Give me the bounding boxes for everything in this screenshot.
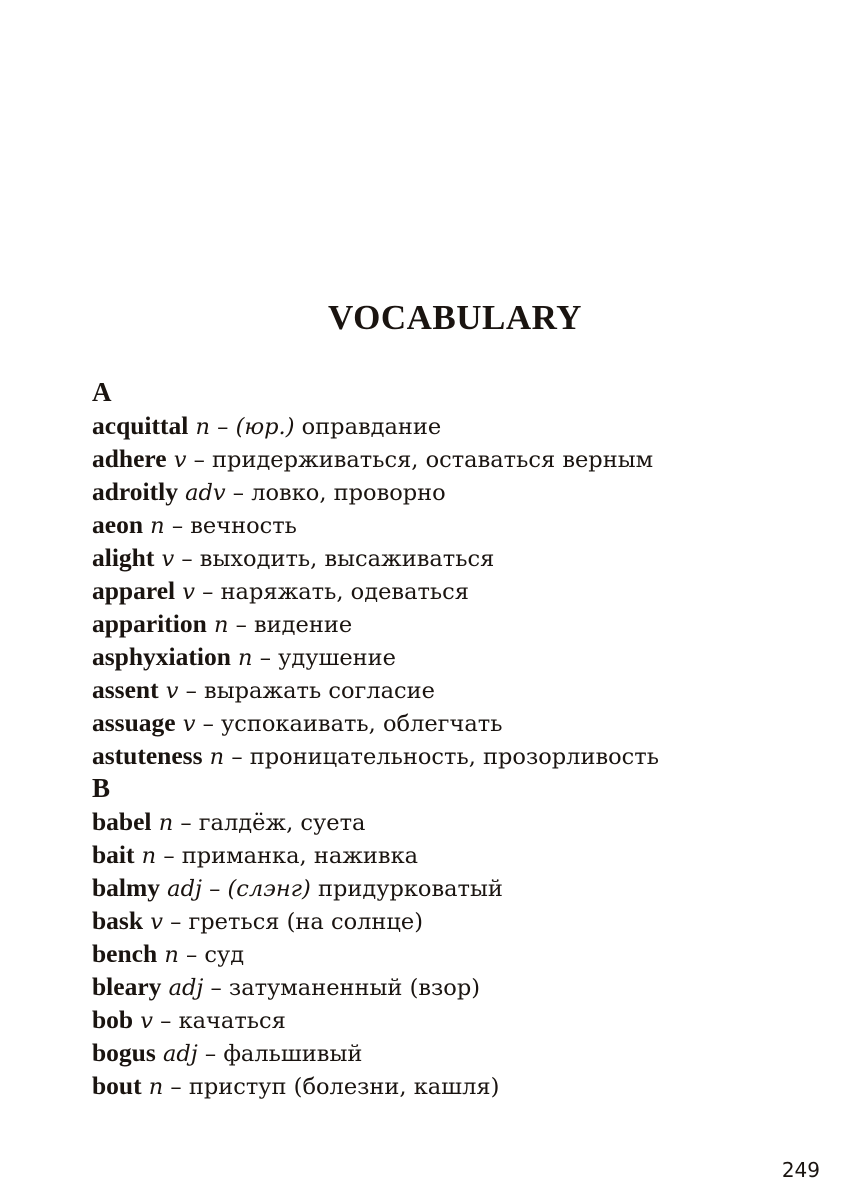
entry-dash: – (235, 612, 247, 638)
entry-translation: суд (204, 942, 245, 968)
vocabulary-entry (92, 574, 812, 607)
vocabulary-entry (92, 970, 812, 1003)
entry-part-of-speech: n (213, 612, 229, 638)
vocabulary-entry (92, 442, 812, 475)
vocabulary-entry (92, 475, 812, 508)
entry-dash: – (202, 579, 214, 605)
entry-word: apparel (92, 576, 176, 605)
page-title: VOCABULARY (328, 298, 582, 337)
entry-word: babel (92, 807, 152, 836)
entry-word: astuteness (92, 741, 203, 770)
entry-word: assuage (92, 708, 176, 737)
entry-usage-note: (слэнг) (227, 876, 311, 902)
entry-translation: выражать согласие (204, 678, 435, 704)
entry-translation: выходить, высаживаться (199, 546, 495, 572)
page-number: 249 (781, 1158, 820, 1182)
entry-dash: – (231, 744, 243, 770)
section-letter: B (92, 773, 111, 803)
entry-word: aeon (92, 510, 143, 539)
entry-word: adroitly (92, 477, 178, 506)
entry-part-of-speech: n (195, 414, 210, 440)
vocabulary-entry (92, 1036, 812, 1069)
entry-word: adhere (92, 444, 167, 473)
entry-word: alight (92, 543, 155, 572)
entry-word: bench (92, 939, 158, 968)
entry-dash: – (217, 414, 229, 440)
entry-translation: успокаивать, облегчать (221, 711, 503, 737)
entry-dash: – (202, 711, 214, 737)
entry-part-of-speech: v (161, 546, 175, 572)
entry-dash: – (232, 480, 245, 506)
entry-translation: придурковатый (317, 876, 503, 902)
vocabulary-entry (92, 739, 812, 772)
entry-dash: – (210, 975, 222, 1001)
vocabulary-entry (92, 508, 812, 541)
entry-translation: видение (254, 612, 353, 638)
entry-dash: – (180, 810, 192, 836)
entry-dash: – (163, 843, 175, 869)
entry-dash: – (209, 876, 221, 902)
entry-part-of-speech: n (164, 942, 179, 968)
entry-part-of-speech: n (158, 810, 174, 836)
entry-word: bob (92, 1005, 134, 1034)
entry-word: bout (92, 1071, 142, 1100)
entry-part-of-speech: adv (185, 480, 226, 506)
entry-word: bleary (92, 972, 162, 1001)
entry-part-of-speech: adj (168, 975, 204, 1001)
entry-dash: – (259, 645, 271, 671)
vocabulary-entry (92, 838, 812, 871)
vocabulary-entry (92, 1003, 812, 1036)
entry-translation: затуманенный (взор) (228, 975, 481, 1001)
entry-part-of-speech: v (165, 678, 179, 704)
entry-translation: приманка, наживка (181, 843, 419, 869)
entry-dash: – (193, 447, 205, 473)
entry-part-of-speech: n (209, 744, 225, 770)
entry-dash: – (185, 678, 197, 704)
entry-translation: приступ (болезни, кашля) (188, 1074, 500, 1100)
entry-dash: – (186, 942, 198, 968)
entry-translation: греться (на солнце) (188, 909, 423, 935)
entry-translation: наряжать, одеваться (220, 579, 469, 605)
vocabulary-entry (92, 640, 812, 673)
entry-translation: проницательность, прозорливость (249, 744, 659, 770)
entry-dash: – (170, 1074, 182, 1100)
vocabulary-entry (92, 937, 812, 970)
entry-word: bait (92, 840, 135, 869)
entry-translation: галдёж, суета (198, 810, 366, 836)
entry-word: asphyxiation (92, 642, 231, 671)
vocabulary-entry (92, 607, 812, 640)
entry-dash: – (160, 1008, 172, 1034)
entry-part-of-speech: v (140, 1008, 153, 1034)
vocabulary-entry (92, 706, 812, 739)
entry-dash: – (204, 1041, 217, 1067)
entry-translation: фальшивый (223, 1041, 363, 1067)
vocabulary-entry (92, 871, 812, 904)
entry-dash: – (170, 909, 182, 935)
entry-word: bogus (92, 1038, 156, 1067)
entry-word: assent (92, 675, 159, 704)
entry-part-of-speech: adj (162, 1041, 198, 1067)
entry-translation: придерживаться, оставаться верным (212, 447, 654, 473)
entry-translation: вечность (190, 513, 297, 539)
entry-translation: ловко, проворно (251, 480, 446, 506)
entry-part-of-speech: v (182, 711, 196, 737)
entry-part-of-speech: n (148, 1074, 164, 1100)
entry-part-of-speech: adj (167, 876, 202, 902)
vocabulary-entry (92, 673, 812, 706)
entry-translation: оправдание (301, 414, 442, 440)
entry-translation: качаться (178, 1008, 286, 1034)
entry-word: bask (92, 906, 144, 935)
entry-part-of-speech: n (150, 513, 165, 539)
entry-dash: – (181, 546, 193, 572)
entry-dash: – (171, 513, 184, 539)
entry-word: apparition (92, 609, 207, 638)
entry-part-of-speech: v (182, 579, 195, 605)
vocabulary-entry (92, 805, 812, 838)
section-letter: A (92, 377, 112, 407)
entry-part-of-speech: n (141, 843, 157, 869)
entry-part-of-speech: v (150, 909, 163, 935)
entry-usage-note: (юр.) (235, 414, 295, 440)
entry-part-of-speech: v (173, 447, 187, 473)
entry-word: balmy (92, 873, 161, 902)
vocabulary-entry (92, 1069, 812, 1102)
vocabulary-entry (92, 904, 812, 937)
vocabulary-entry (92, 541, 812, 574)
vocabulary-list (92, 376, 812, 1102)
entry-translation: удушение (278, 645, 396, 671)
entry-part-of-speech: n (238, 645, 253, 671)
vocabulary-entry (92, 409, 812, 442)
entry-word: acquittal (92, 411, 189, 440)
